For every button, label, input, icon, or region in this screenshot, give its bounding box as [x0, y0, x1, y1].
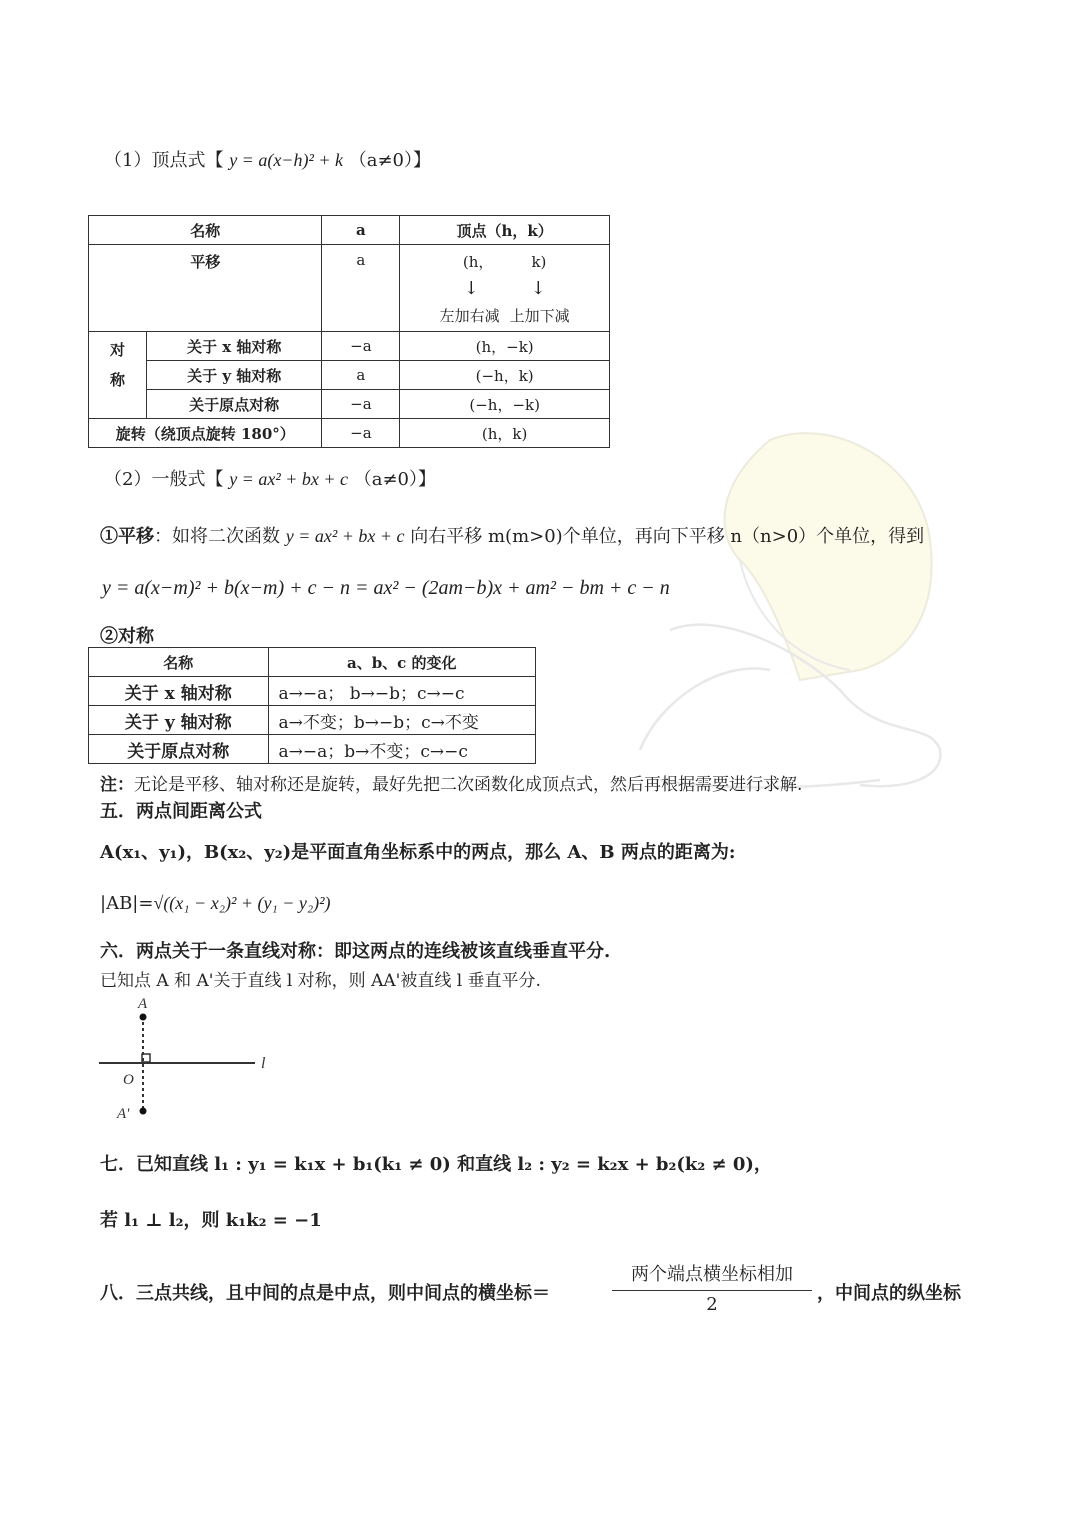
table1-translate-name: 平移 [89, 245, 322, 332]
translate-rule-horizontal: 左加右减 [439, 307, 500, 325]
table1-header-name: 名称 [89, 216, 322, 245]
table2-row-name: 关于原点对称 [89, 735, 269, 764]
label-l: l [261, 1055, 266, 1072]
table1-row-name: 关于 x 轴对称 [146, 332, 322, 361]
table1-symmetry-group [89, 332, 147, 419]
table2-row-change: a→−a； b→−b；c→−c [268, 677, 535, 706]
translate-vertex-h: (h， [462, 253, 494, 271]
section5-title: 五．两点间距离公式 [100, 801, 262, 822]
vertex-form-heading [104, 146, 431, 172]
symmetry-table [88, 647, 536, 764]
symmetry-title: ②对称 [100, 626, 154, 647]
translation-formula: y = ax² + bx + c [285, 526, 405, 546]
table2-row-change: a→−a；b→不变；c→−c [268, 735, 535, 764]
distance-formula: √((x₁ − x₂)² + (y₁ − y₂)²) [153, 893, 331, 913]
table1-row-name: 关于 y 轴对称 [146, 361, 322, 390]
table2-header-name: 名称 [89, 648, 269, 677]
distance-formula-line [100, 893, 331, 914]
general-form-heading [104, 465, 436, 491]
table2-header-change: a、b、c 的变化 [268, 648, 535, 677]
translate-rule-vertical: 上加下减 [509, 307, 570, 325]
general-form-label: （2）一般式【 [104, 469, 224, 490]
fraction-bar [612, 1290, 812, 1291]
table1-rotate-vertex: (h，k) [400, 419, 610, 448]
table1-row-a: −a [322, 390, 400, 419]
section7-line1: 七．已知直线 l₁ : y₁ = k₁x + b₁(k₁ ≠ 0) 和直线 l₂ : y₂ = k₂x + b₂(k₂ ≠ 0)， [100, 1154, 772, 1175]
general-form-condition: （a≠0）】 [353, 469, 436, 490]
vertex-form-condition: （a≠0）】 [348, 150, 431, 171]
fraction-denominator: 2 [706, 1294, 718, 1315]
translation-paragraph [100, 522, 924, 548]
midpoint-fraction [612, 1262, 812, 1317]
table1-row-vertex: (−h，k) [400, 361, 610, 390]
arrow-down-icon: ↓ [530, 278, 546, 299]
table2-row-name: 关于 y 轴对称 [89, 706, 269, 735]
table1-header-a: a [322, 216, 400, 245]
section7-line2: 若 l₁ ⊥ l₂，则 k₁k₂ = −1 [100, 1210, 322, 1231]
table1-header-vertex: 顶点（h，k） [400, 216, 610, 245]
translation-text-post: 向右平移 m(m>0)个单位，再向下平移 n（n>0）个单位，得到 [410, 526, 925, 547]
vertex-form-table [88, 215, 610, 448]
note-text: 无论是平移、轴对称还是旋转，最好先把二次函数化成顶点式，然后再根据需要进行求解. [134, 775, 803, 795]
translation-text-pre: ：如将二次函数 [154, 526, 280, 547]
point-a-prime [140, 1108, 147, 1115]
table1-translate-a: a [322, 245, 400, 332]
table1-rotate-name: 旋转（绕顶点旋转 180°） [89, 419, 322, 448]
label-a: A [138, 996, 148, 1012]
table1-row-vertex: (h，−k) [400, 332, 610, 361]
note-label: 注： [100, 775, 134, 795]
table1-row-vertex: (−h，−k) [400, 390, 610, 419]
vertex-form-label: （1）顶点式【 [104, 150, 224, 171]
section6-title: 六．两点关于一条直线对称：即这两点的连线被该直线垂直平分. [100, 941, 611, 962]
table1-translate-vertex [400, 245, 610, 332]
section8-text-pre: 八．三点共线，且中间的点是中点，则中间点的横坐标＝ [100, 1283, 550, 1304]
point-a [140, 1014, 147, 1021]
fraction-numerator: 两个端点横坐标相加 [631, 1264, 793, 1285]
axis-symmetry-diagram [95, 992, 285, 1124]
section8-text-post: ，中间点的纵坐标 [817, 1283, 961, 1304]
arrow-down-icon: ↓ [463, 278, 479, 299]
symmetry-group-bottom: 称 [109, 371, 125, 389]
vertex-form-formula: y = a(x−h)² + k [229, 150, 343, 170]
label-a-prime: A' [117, 1106, 130, 1122]
label-o: O [123, 1072, 134, 1088]
table1-row-a: a [322, 361, 400, 390]
general-form-formula: y = ax² + bx + c [229, 469, 348, 489]
table2-row-name: 关于 x 轴对称 [89, 677, 269, 706]
translation-label: ①平移 [100, 526, 154, 547]
table1-row-a: −a [322, 332, 400, 361]
table1-row-name: 关于原点对称 [146, 390, 322, 419]
section5-text: A(x₁、y₁)，B(x₂、y₂)是平面直角坐标系中的两点，那么 A、B 两点的距离为: [100, 842, 736, 863]
note-line [100, 770, 802, 795]
translation-result-formula: y = a(x−m)² + b(x−m) + c − n = ax² − (2am−b)x + am² − bm + c − n [102, 577, 670, 599]
table2-row-change: a→不变；b→−b；c→不变 [268, 706, 535, 735]
section6-text: 已知点 A 和 A'关于直线 l 对称，则 AA'被直线 l 垂直平分. [100, 971, 541, 991]
table1-rotate-a: −a [322, 419, 400, 448]
distance-formula-label: |AB|= [100, 893, 154, 914]
translate-vertex-k: k) [531, 253, 547, 271]
watermark-hair [725, 433, 932, 680]
symmetry-group-top: 对 [109, 341, 125, 359]
